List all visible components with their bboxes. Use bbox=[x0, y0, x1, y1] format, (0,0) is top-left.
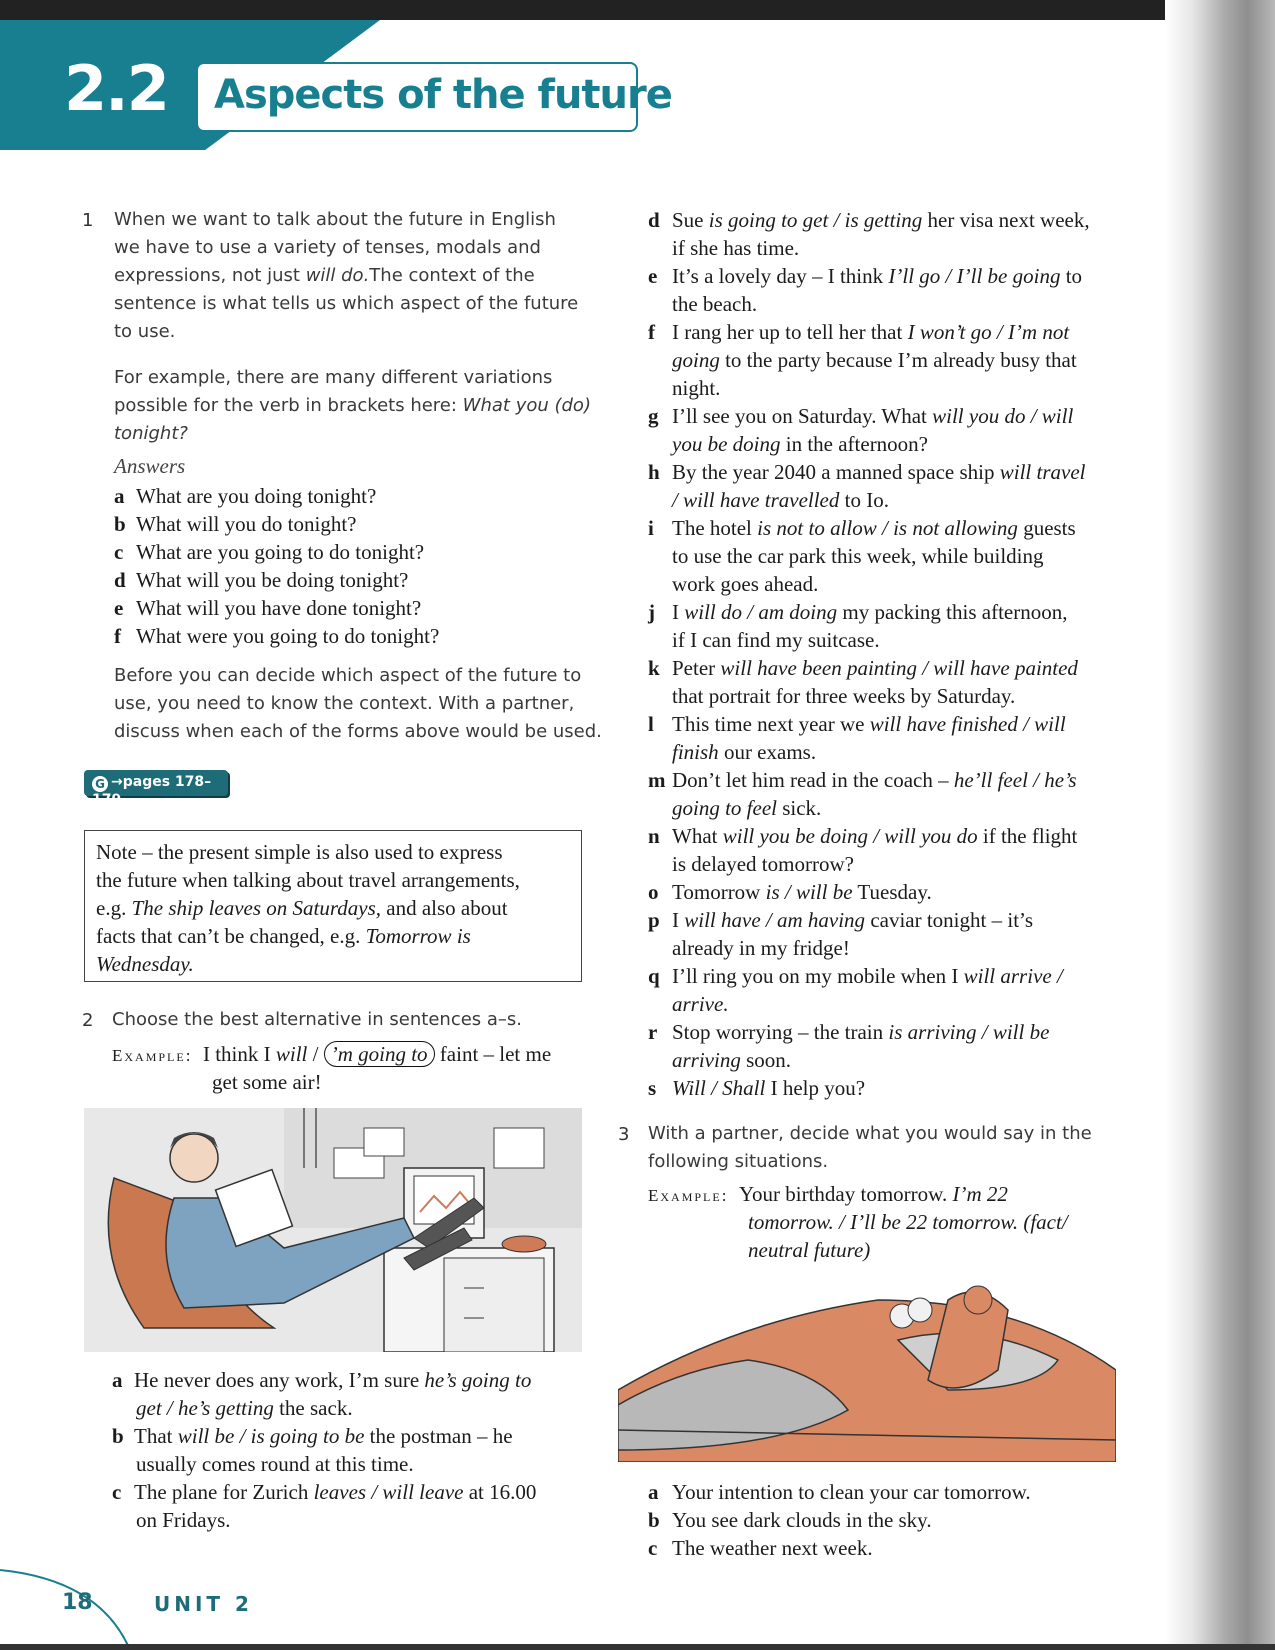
office-illustration bbox=[84, 1108, 582, 1352]
item-f-cont: going to the party because I’m already busy that bbox=[672, 348, 1077, 372]
car-washing-illustration bbox=[618, 1280, 1116, 1462]
answers-label: Answers bbox=[114, 454, 186, 478]
ex2-item-b-line1: b That will be / is going to be the postman – he bbox=[112, 1424, 513, 1448]
item-r-cont: arriving soon. bbox=[672, 1048, 792, 1072]
item-e-cont: the beach. bbox=[672, 292, 758, 316]
exercise-2-number: 2 bbox=[82, 1010, 94, 1031]
item-n-cont: is delayed tomorrow? bbox=[672, 852, 854, 876]
item-f-cont2: night. bbox=[672, 376, 721, 400]
item-e: e It’s a lovely day – I think I’ll go / I’ll be going to bbox=[648, 264, 1083, 288]
page-gutter bbox=[1165, 0, 1275, 1650]
answer-c: c What are you going to do tonight? bbox=[114, 540, 425, 564]
answer-d: d What will you be doing tonight? bbox=[114, 568, 409, 592]
item-s: s Will / Shall I help you? bbox=[648, 1076, 866, 1100]
item-i: i The hotel is not to allow / is not allowing guests bbox=[648, 516, 1076, 540]
note-line-2: the future when talking about travel arrangements, bbox=[96, 868, 520, 892]
item-r: r Stop worrying – the train is arriving / will be bbox=[648, 1020, 1050, 1044]
exercise-3-instruction: With a partner, decide what you would say in the following situations. bbox=[648, 1123, 1092, 1172]
grammar-icon: G bbox=[92, 776, 108, 792]
ex2-item-c-line2: on Fridays. bbox=[136, 1508, 231, 1532]
exercise-3-example-line3: neutral future) bbox=[748, 1238, 871, 1262]
ex3-item-b: b You see dark clouds in the sky. bbox=[648, 1508, 932, 1532]
ex3-item-c: c The weather next week. bbox=[648, 1536, 873, 1560]
item-f: f I rang her up to tell her that I won’t go / I’m not bbox=[648, 320, 1070, 344]
item-k-cont: that portrait for three weeks by Saturday. bbox=[672, 684, 1016, 708]
ex2-item-a-line2: get / he’s getting the sack. bbox=[136, 1396, 353, 1420]
item-i-cont: to use the car park this week, while building bbox=[672, 544, 1044, 568]
exercise-1-example: For example, there are many different variations possible for the verb in brackets here: What you (do) tonight? bbox=[114, 367, 591, 444]
note-line-4: facts that can’t be changed, e.g. Tomorrow is bbox=[96, 924, 471, 948]
section-number: 2.2 bbox=[64, 52, 168, 125]
item-p-cont: already in my fridge! bbox=[672, 936, 850, 960]
ex2-item-c-line1: c The plane for Zurich leaves / will leave at 16.00 bbox=[112, 1480, 537, 1504]
item-m-cont: going to feel sick. bbox=[672, 796, 822, 820]
unit-label: UNIT 2 bbox=[154, 1592, 253, 1616]
note-line-1: Note – the present simple is also used to express bbox=[96, 840, 503, 864]
exercise-1-intro: When we want to talk about the future in English we have to use a variety of tenses, modals and expressions, not just will do.The context of the sentence is what tells us which aspect of the future to use. bbox=[114, 209, 579, 342]
grammar-reference-link[interactable]: G →pages 178–179 bbox=[84, 770, 228, 796]
item-q: q I’ll ring you on my mobile when I will arrive / bbox=[648, 964, 1063, 988]
item-m: m Don’t let him read in the coach – he’ll feel / he’s bbox=[648, 768, 1077, 792]
item-l-cont: finish our exams. bbox=[672, 740, 817, 764]
item-g-cont: you be doing in the afternoon? bbox=[672, 432, 929, 456]
answer-a: a What are you doing tonight? bbox=[114, 484, 377, 508]
exercise-1-number: 1 bbox=[82, 210, 94, 231]
exercise-3-number: 3 bbox=[618, 1124, 630, 1145]
answer-e: e What will you have done tonight? bbox=[114, 596, 422, 620]
item-d-cont: if she has time. bbox=[672, 236, 800, 260]
item-k: k Peter will have been painting / will have painted bbox=[648, 656, 1078, 680]
item-j: j I will do / am doing my packing this afternoon, bbox=[648, 600, 1068, 624]
item-i-cont2: work goes ahead. bbox=[672, 572, 819, 596]
item-h-cont: / will have travelled to Io. bbox=[672, 488, 889, 512]
page-number: 18 bbox=[62, 1590, 93, 1615]
page-title: Aspects of the future bbox=[214, 72, 672, 118]
item-j-cont: if I can find my suitcase. bbox=[672, 628, 880, 652]
exercise-2-example: Example: I think I will / ’m going to faint – let me bbox=[112, 1042, 552, 1066]
exercise-2-instruction: Choose the best alternative in sentences a–s. bbox=[112, 1009, 523, 1030]
exercise-3-example: Example: Your birthday tomorrow. I’m 22 bbox=[648, 1182, 1008, 1206]
note-line-3: e.g. The ship leaves on Saturdays, and also about bbox=[96, 896, 508, 920]
bottom-edge bbox=[0, 1644, 1275, 1650]
exercise-3-example-line2: tomorrow. / I’ll be 22 tomorrow. (fact/ bbox=[748, 1210, 1068, 1234]
item-h: h By the year 2040 a manned space ship will travel bbox=[648, 460, 1086, 484]
ex3-item-a: a Your intention to clean your car tomorrow. bbox=[648, 1480, 1031, 1504]
item-d: d Sue is going to get / is getting her visa next week, bbox=[648, 208, 1090, 232]
exercise-2-example-cont: get some air! bbox=[212, 1070, 322, 1094]
item-g: g I’ll see you on Saturday. What will you do / will bbox=[648, 404, 1074, 428]
item-p: p I will have / am having caviar tonight – it’s bbox=[648, 908, 1034, 932]
ex2-item-b-line2: usually comes round at this time. bbox=[136, 1452, 414, 1476]
answer-f: f What were you going to do tonight? bbox=[114, 624, 440, 648]
answer-b: b What will you do tonight? bbox=[114, 512, 357, 536]
exercise-1-closing: Before you can decide which aspect of the future to use, you need to know the context. With a partner, discuss when each of the forms above would be used. bbox=[114, 665, 602, 742]
note-line-5: Wednesday. bbox=[96, 952, 194, 976]
ex2-item-a-line1: a He never does any work, I’m sure he’s going to bbox=[112, 1368, 532, 1392]
item-l: l This time next year we will have finished / will bbox=[648, 712, 1066, 736]
top-edge bbox=[0, 0, 1275, 20]
item-n: n What will you be doing / will you do if the flight bbox=[648, 824, 1078, 848]
item-q-cont: arrive. bbox=[672, 992, 729, 1016]
item-o: o Tomorrow is / will be Tuesday. bbox=[648, 880, 932, 904]
